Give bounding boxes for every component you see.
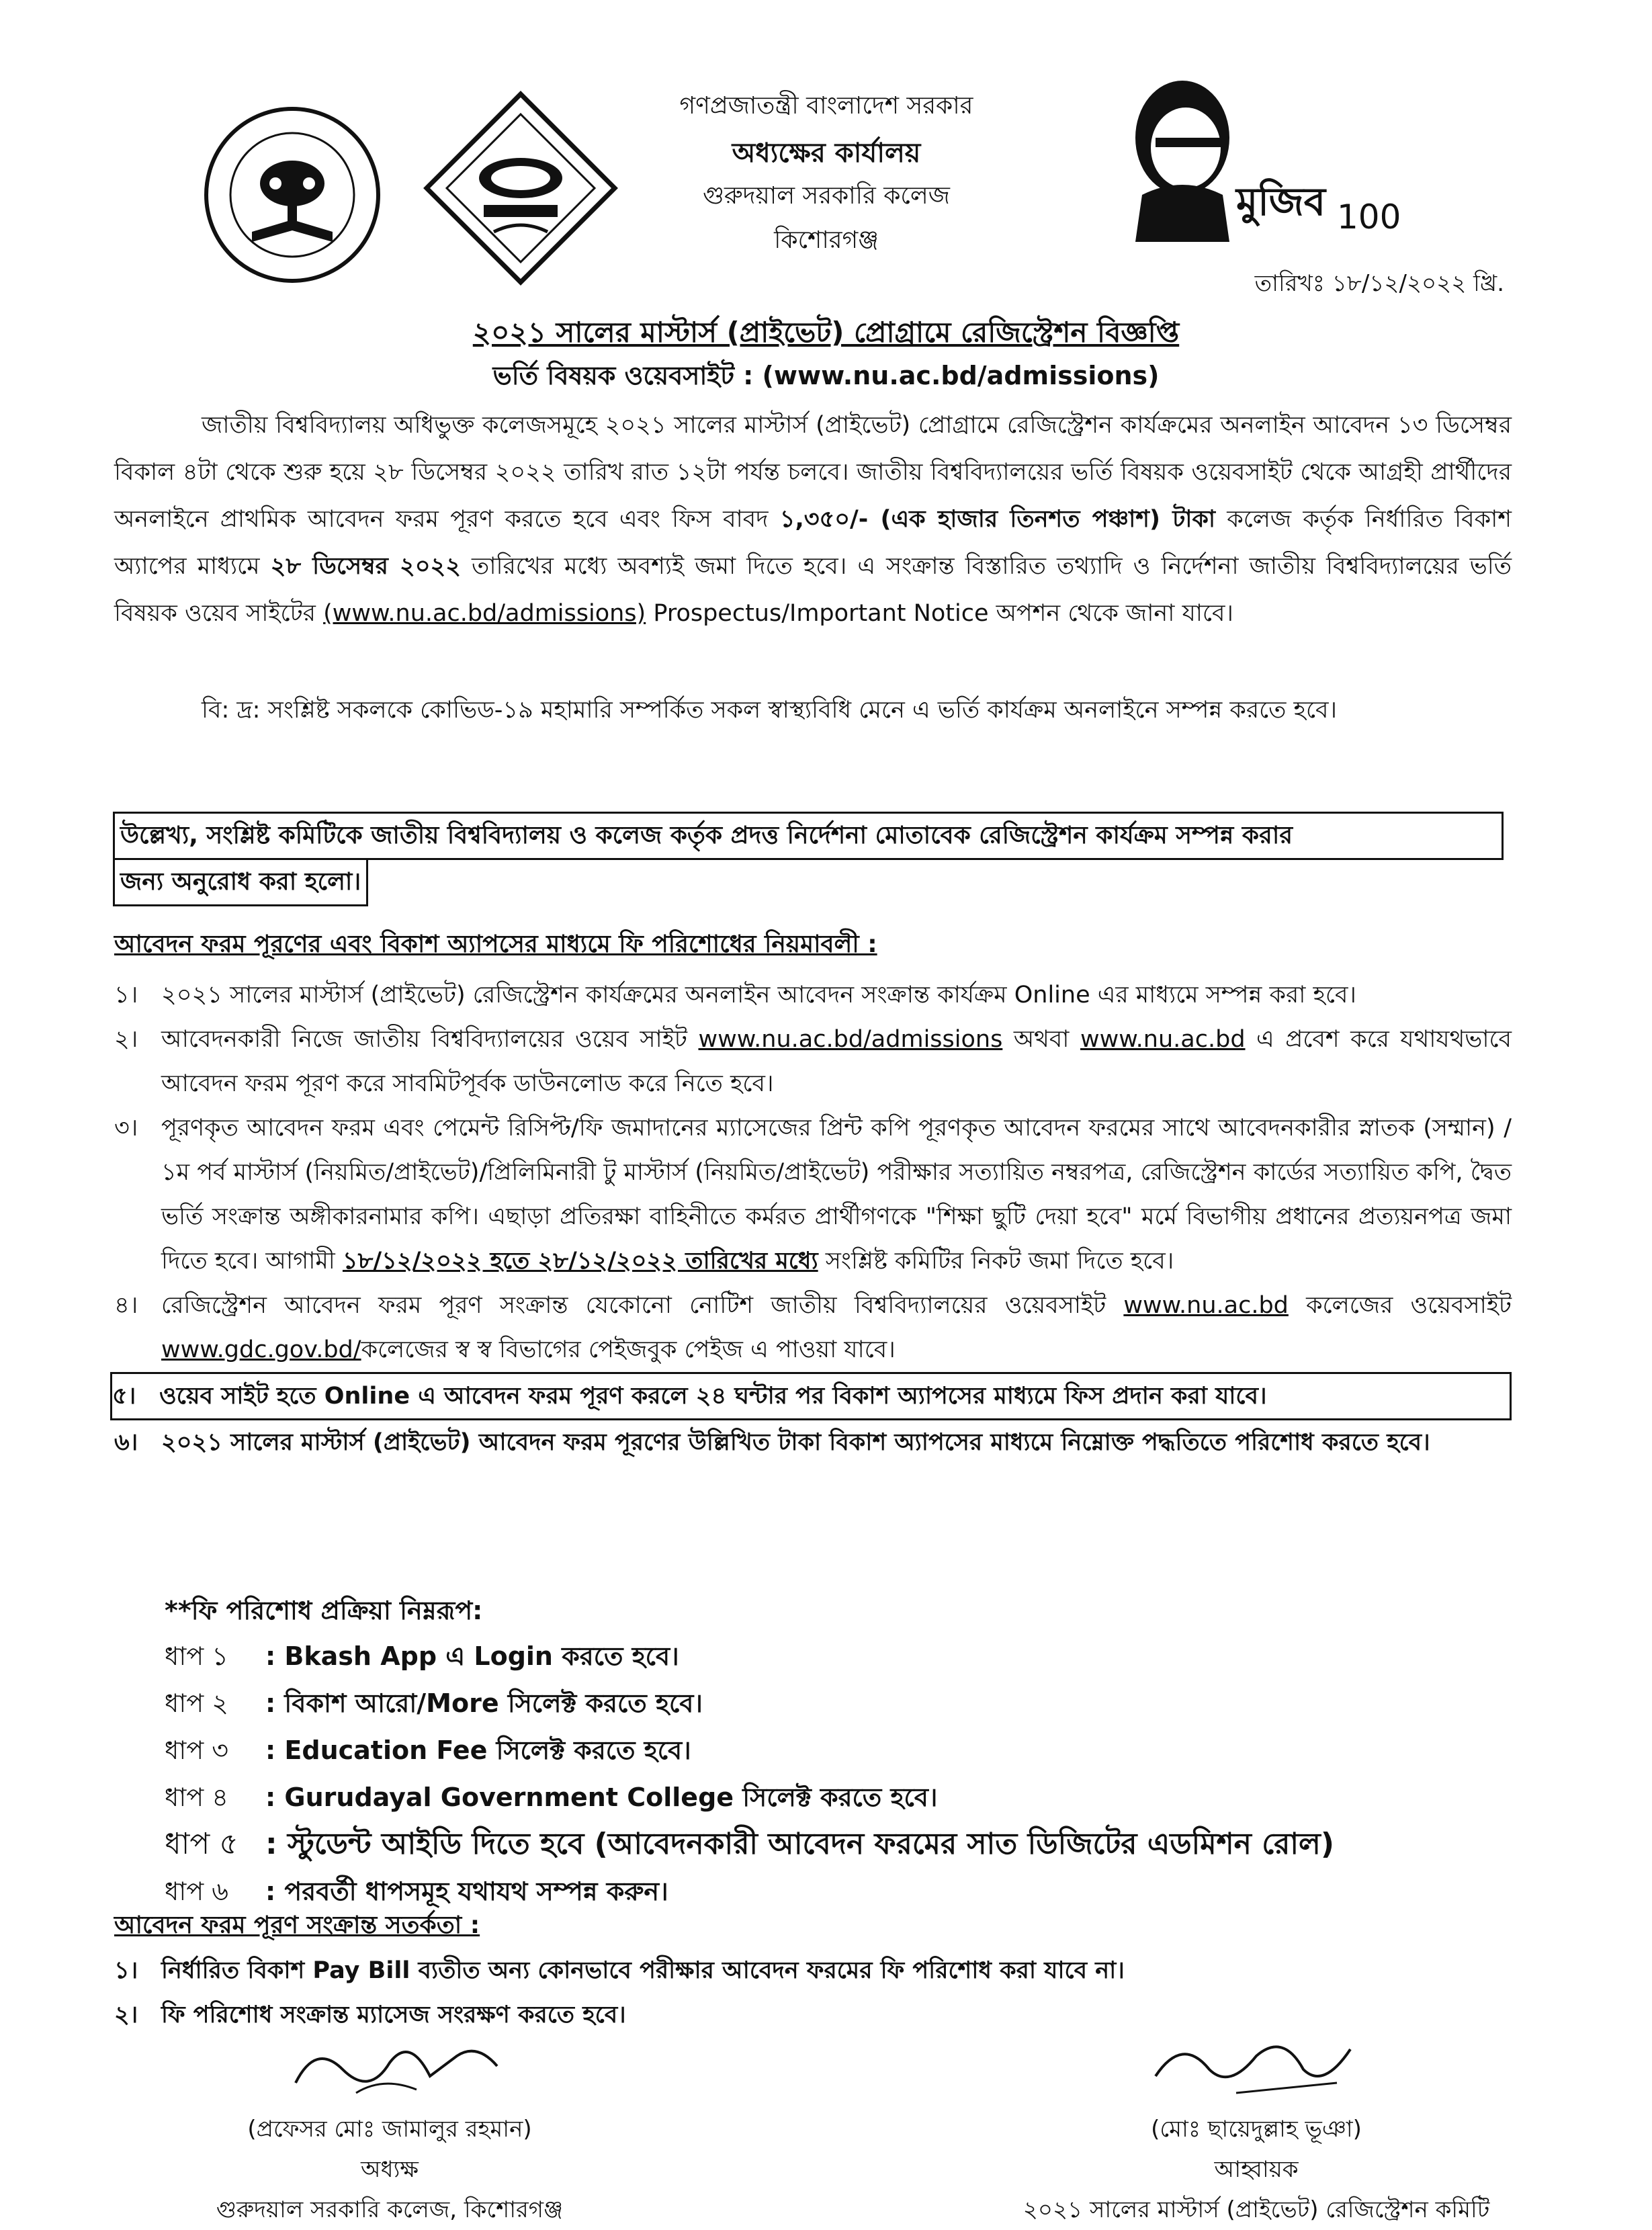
covid-note: বি: দ্র: সংশ্লিষ্ট সকলকে কোভিড-১৯ মহামারি সম্পর্কিত সকল স্বাস্থ্যবিধি মেনে এ ভর্তি কার্যক্রম অনলাইনে সম্পন্ন করতে হবে।: [202, 697, 1338, 724]
cautions-heading: আবেদন ফরম পূরণ সংক্রান্ত সতর্কতা :: [114, 1912, 480, 1939]
convener-org: ২০২১ সালের মাস্টার্স (প্রাইভেট) রেজিস্ট্রেশন কমিটি: [1023, 2196, 1490, 2223]
svg-text:মুজিব: মুজিব: [1236, 179, 1325, 224]
step-item: [165, 1774, 1334, 1821]
cautions-list: [114, 1948, 1512, 2037]
government-name: গণপ্রজাতন্ত্রী বাংলাদেশ সরকার: [679, 92, 973, 120]
rule-item: [114, 1420, 1512, 1465]
caution-number: ১।: [114, 1957, 138, 1984]
step-text: : Gurudayal Government College সিলেক্ট করতে হবে।: [265, 1783, 938, 1812]
caution-text: ফি পরিশোধ সংক্রান্ত ম্যাসেজ সংরক্ষণ করতে হবে।: [161, 2002, 626, 2028]
rule-text: ২০২১ সালের মাস্টার্স (প্রাইভেট) আবেদন ফরম পূরণের উল্লিখিত টাকা বিকাশ অ্যাপসের মাধ্যমে নিম্নোক্ত পদ্ধতিতে পরিশোধ করতে হবে।: [161, 1429, 1430, 1456]
rule-item: [114, 1283, 1512, 1372]
caution-text: নির্ধারিত বিকাশ Pay Bill ব্যতীত অন্য কোনভাবে পরীক্ষার আবেদন ফরমের ফি পরিশোধ করা যাবে না।: [161, 1957, 1125, 1984]
rule-text: পূরণকৃত আবেদন ফরম এবং পেমেন্ট রিসিপ্ট/ফি জমাদানের ম্যাসেজের প্রিন্ট কপি পূরণকৃত আবেদন ফরমের সাথে আবেদনকারীর স্নাতক (সম্মান) / ১ম পর্ব মাস্টার্স (নিয়মিত/প্রাইভেট)/প্রিলিমিনারী টু মাস্টার্স (নিয়মিত/প্রাইভেট) পরীক্ষার সত্যায়িত নম্বরপত্র, রেজিস্ট্রেশন কার্ডের সত্যায়িত কপি, দ্বৈত ভর্তি সংক্রান্ত অঙ্গীকারনামার কপি। এছাড়া প্রতিরক্ষা বাহিনীতে কর্মরত প্রার্থীগণকে "শিক্ষা ছুটি দেয়া হবে" মর্মে বিভাগীয় প্রধানের প্রত্যয়নপত্র জমা দিতে হবে। আগামী: [161, 1115, 1512, 1275]
rule-text: এ প্রবেশ করে যথাযথভাবে আবেদন ফরম পূরণ করে সাবমিটপূর্বক ডাউনলোড করে নিতে হবে।: [161, 1026, 1512, 1097]
step-text: : Bkash App এ Login করতে হবে।: [265, 1641, 679, 1671]
step-item: [165, 1680, 1334, 1727]
principal-name: (প্রফেসর মোঃ জামালুর রহমান): [247, 2116, 532, 2143]
boxed-note-line1: উল্লেখ্য, সংশ্লিষ্ট কমিটিকে জাতীয় বিশ্ববিদ্যালয় ও কলেজ কর্তৃক প্রদত্ত নির্দেশনা মোতাবেক রেজিস্ট্রেশন কার্যক্রম সম্পন্ন করার: [113, 812, 1504, 860]
intro-text-d: Prospectus/Important Notice অপশন থেকে জানা যাবে।: [646, 600, 1233, 627]
rule-text: আবেদনকারী নিজে জাতীয় বিশ্ববিদ্যালয়ের ওয়েব সাইট: [161, 1026, 699, 1053]
admissions-link[interactable]: www.nu.ac.bd/admissions: [698, 1026, 1003, 1053]
submission-dates: ১৮/১২/২০২২ হতে ২৮/১২/২০২২ তারিখের মধ্যে: [342, 1248, 818, 1275]
mujib-100-logo: [1102, 74, 1401, 242]
nu-website-link[interactable]: www.nu.ac.bd: [1123, 1292, 1289, 1319]
rules-list: [114, 973, 1512, 1465]
fee-amount: ১,৩৫০/- (এক হাজার তিনশত পঞ্চাশ) টাকা: [779, 506, 1216, 533]
rule-number: ২।: [114, 1026, 138, 1053]
nu-website-link[interactable]: www.nu.ac.bd: [1080, 1026, 1246, 1053]
admissions-link[interactable]: (www.nu.ac.bd/admissions): [323, 600, 646, 627]
svg-text:100: 100: [1337, 198, 1401, 237]
committee-boxed-note: [113, 812, 1504, 906]
rule-text: রেজিস্ট্রেশন আবেদন ফরম পূরণ সংক্রান্ত যেকোনো নোটিশ জাতীয় বিশ্ববিদ্যালয়ের ওয়েবসাইট: [161, 1292, 1124, 1319]
admission-website: ভর্তি বিষয়ক ওয়েবসাইট : (www.nu.ac.bd/admissions): [492, 361, 1160, 390]
rule-number: ৪।: [114, 1292, 138, 1319]
caution-item: [114, 1948, 1512, 1993]
step-label: ধাপ ৪: [165, 1783, 228, 1812]
step-label: ধাপ ১: [165, 1641, 228, 1671]
rule-item-boxed: [110, 1372, 1512, 1420]
step-text: : পরবর্তী ধাপসমূহ যথাযথ সম্পন্ন করুন।: [265, 1877, 668, 1906]
rule-number: ৬।: [114, 1429, 138, 1456]
rule-text: কলেজের ওয়েবসাইট: [1288, 1292, 1512, 1319]
education-emblem-logo: [202, 104, 383, 286]
office-name: অধ্যক্ষের কার্যালয়: [732, 138, 921, 169]
college-name: গুরুদয়াল সরকারি কলেজ: [703, 182, 950, 210]
rule-number: ৩।: [114, 1115, 138, 1142]
intro-text-a: জাতীয় বিশ্ববিদ্যালয় অধিভুক্ত কলেজসমূহে ২০২১ সালের মাস্টার্স (প্রাইভেট) প্রোগ্রামে রেজিস্ট্রেশন কার্যক্রমের অনলাইন আবেদন ১৩ ডিসেম্বর বিকাল ৪টা থেকে শুরু হয়ে ২৮ ডিসেম্বর ২০২২ তারিখ রাত ১২টা পর্যন্ত চলবে। জাতীয় বিশ্ববিদ্যালয়ের ভর্তি বিষয়ক ওয়েবসাইট থেকে আগ্রহী প্রার্থীদের অনলাইনে প্রাথমিক আবেদন ফরম পূরণ করতে হবে এবং ফিস বাবদ: [114, 412, 1512, 533]
rule-item: [114, 1106, 1512, 1283]
principal-org: গুরুদয়াল সরকারি কলেজ, কিশোরগঞ্জ: [216, 2196, 564, 2223]
rule-text: সংশ্লিষ্ট কমিটির নিকট জমা দিতে হবে।: [818, 1248, 1174, 1275]
deadline-date: ২৮ ডিসেম্বর ২০২২: [270, 553, 462, 580]
step-text: : বিকাশ আরো/More সিলেক্ট করতে হবে।: [265, 1688, 703, 1718]
notice-date: তারিখঃ ১৮/১২/২০২২ খ্রি.: [1254, 270, 1504, 297]
rule-number: ৫।: [112, 1383, 136, 1410]
intro-paragraph: [114, 402, 1512, 637]
intro-text-c: তারিখের মধ্যে অবশ্যই জমা দিতে হবে। এ সংক্রান্ত বিস্তারিত তথ্যাদি ও নির্দেশনা জাতীয় বিশ্ববিদ্যালয়ের ভর্তি বিষয়ক ওয়েব সাইটের: [114, 553, 1512, 627]
convener-name: (মোঃ ছায়েদুল্লাহ ভূঞা): [1151, 2116, 1362, 2143]
steps-heading: **ফি পরিশোধ প্রক্রিয়া নিম্নরূপ:: [165, 1596, 483, 1625]
intro-text-b: কলেজ কর্তৃক নির্ধারিত বিকাশ অ্যাপের মাধ্যমে: [114, 506, 1512, 580]
rule-text: অথবা: [1002, 1026, 1080, 1053]
step-label: ধাপ ৩: [165, 1735, 228, 1765]
step-label: ধাপ ৫: [165, 1827, 238, 1861]
step-text: : Education Fee সিলেক্ট করতে হবে।: [265, 1735, 691, 1765]
rule-text: ২০২১ সালের মাস্টার্স (প্রাইভেট) রেজিস্ট্রেশন কার্যক্রমের অনলাইন আবেদন সংক্রান্ত কার্যক্রম Online এর মাধ্যমে সম্পন্ন করা হবে।: [161, 982, 1356, 1009]
step-label: ধাপ ২: [165, 1688, 228, 1718]
step-text: : স্টুডেন্ট আইডি দিতে হবে (আবেদনকারী আবেদন ফরমের সাত ডিজিটের এডমিশন রোল): [265, 1827, 1334, 1861]
boxed-note-line2: জন্য অনুরোধ করা হলো।: [113, 860, 368, 906]
step-label: ধাপ ৬: [165, 1877, 228, 1906]
notice-title: ২০২১ সালের মাস্টার্স (প্রাইভেট) প্রোগ্রামে রেজিস্ট্রেশন বিজ্ঞপ্তি: [472, 316, 1180, 349]
rule-number: ১।: [114, 982, 138, 1009]
step-item: [165, 1727, 1334, 1774]
rules-heading: আবেদন ফরম পূরণের এবং বিকাশ অ্যাপসের মাধ্যমে ফি পরিশোধের নিয়মাবলী :: [114, 931, 877, 958]
step-item: [165, 1633, 1334, 1680]
principal-title: অধ্যক্ষ: [361, 2156, 419, 2183]
district-name: কিশোরগঞ্জ: [774, 226, 879, 254]
rule-item: [114, 1017, 1512, 1106]
rule-item: [114, 973, 1512, 1017]
convener-title: আহ্বায়ক: [1214, 2156, 1299, 2183]
college-website-link[interactable]: www.gdc.gov.bd/: [161, 1336, 361, 1363]
convener-signature-block: [994, 2029, 1518, 2230]
payment-steps: [165, 1588, 1334, 1915]
principal-signature-block: [181, 2029, 598, 2230]
principal-signature: [255, 2029, 524, 2103]
rule-text: ওয়েব সাইট হতে Online এ আবেদন ফরম পূরণ করলে ২৪ ঘন্টার পর বিকাশ অ্যাপসের মাধ্যমে ফিস প্রদান করা যাবে।: [159, 1383, 1267, 1410]
rule-text: কলেজের স্ব স্ব বিভাগের পেইজবুক পেইজ এ পাওয়া যাবে।: [361, 1336, 896, 1363]
step-item: [165, 1821, 1334, 1868]
convener-signature: [1115, 2029, 1397, 2103]
caution-number: ২।: [114, 2002, 138, 2028]
